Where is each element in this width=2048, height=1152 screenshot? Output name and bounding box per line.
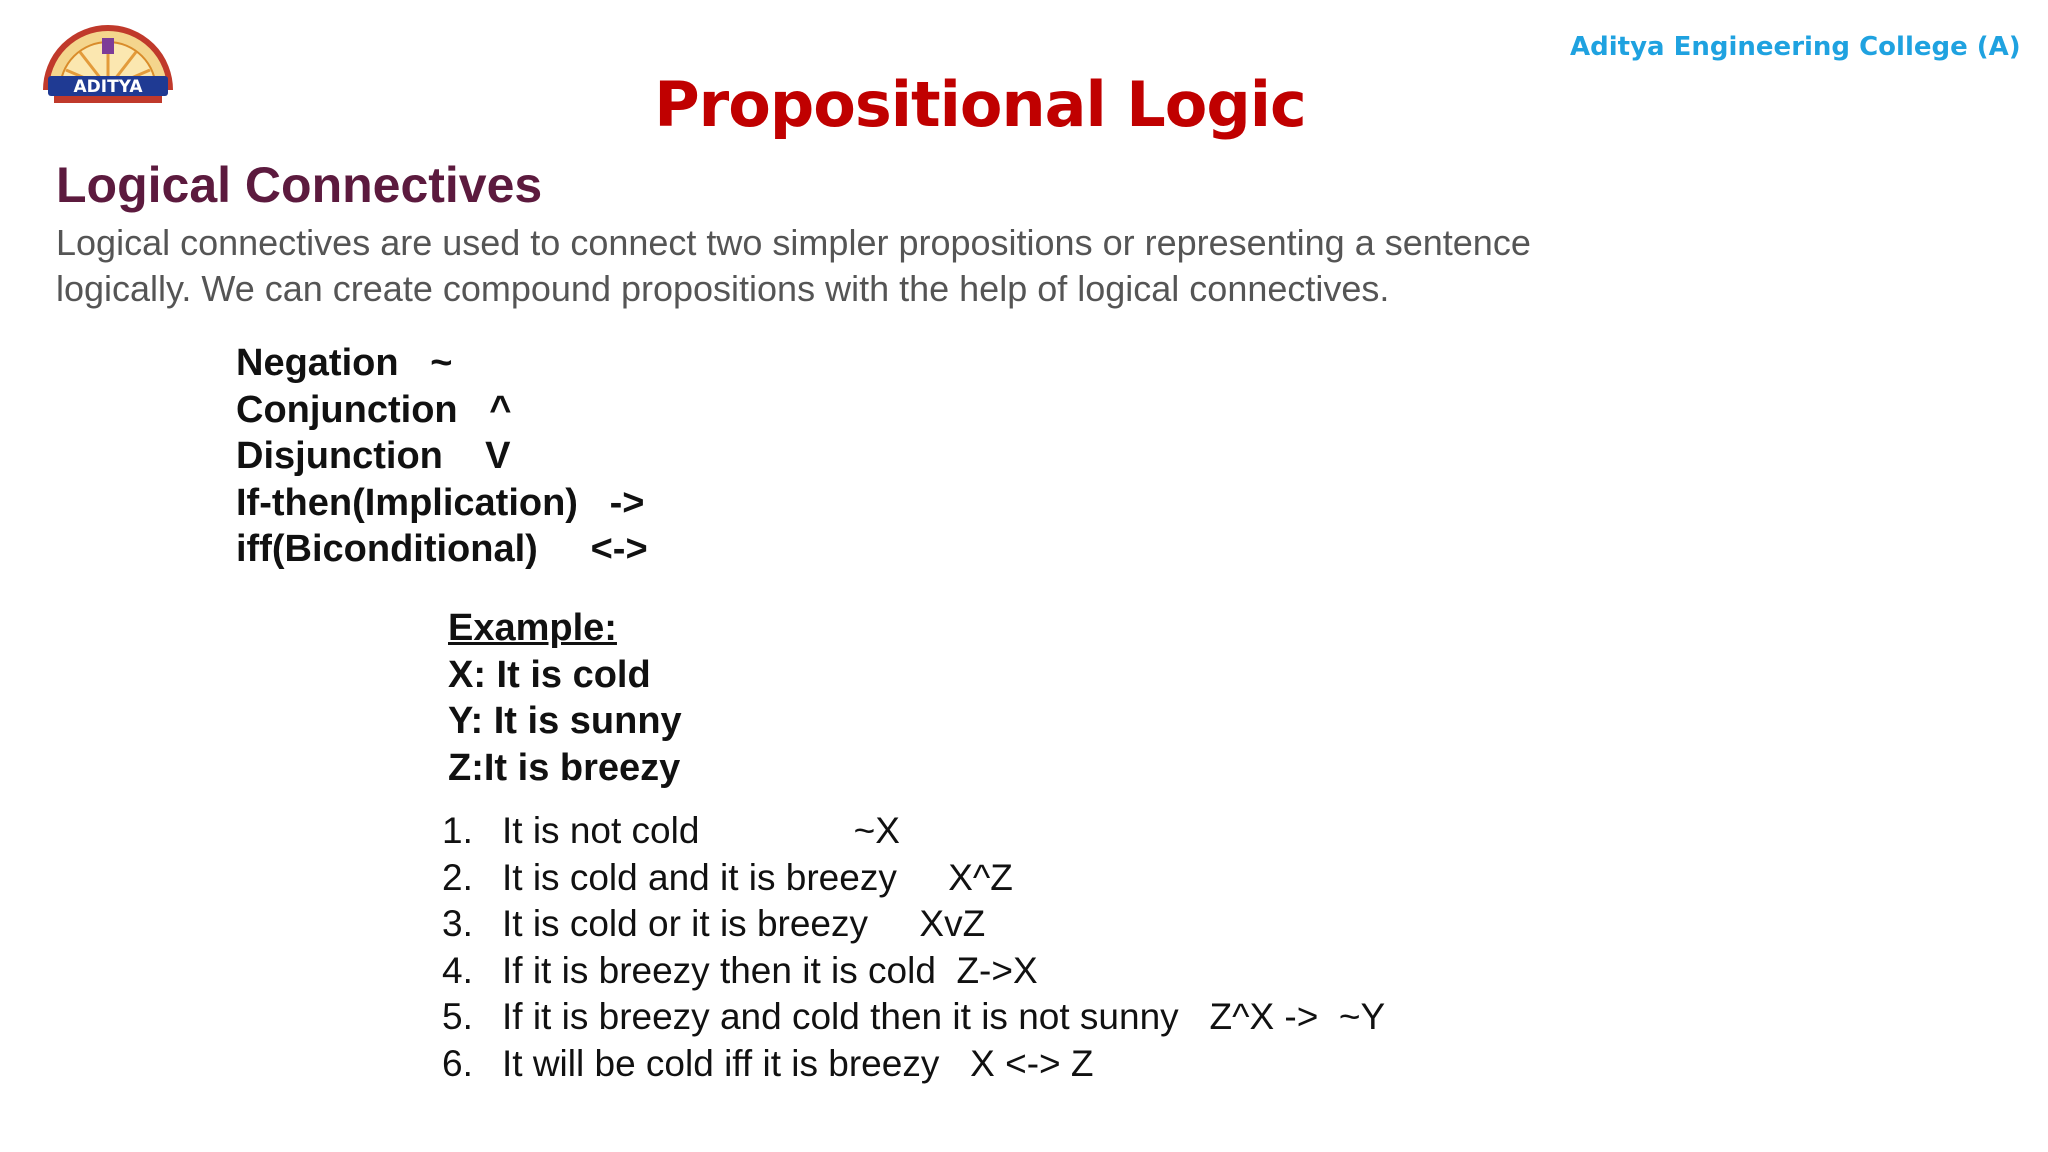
list-item	[442, 1041, 1385, 1088]
list-item	[442, 994, 1385, 1041]
list-item	[442, 855, 1385, 902]
intro-line: Logical connectives are used to connect two simpler propositions or representing a sentence	[56, 222, 1531, 263]
example-definition-y: Y: It is sunny	[448, 700, 682, 742]
list-item-text: It is cold or it is breezy XvZ	[502, 903, 986, 944]
list-item	[442, 901, 1385, 948]
connective-implication: If-then(Implication) ->	[236, 481, 645, 524]
list-item-text: If it is breezy and cold then it is not sunny Z^X -> ~Y	[502, 996, 1386, 1037]
list-item	[442, 948, 1385, 995]
example-definition-z: Z:It is breezy	[448, 746, 681, 789]
list-item-number: 5.	[442, 996, 473, 1037]
list-item-number: 4.	[442, 949, 473, 991]
intro-line: logically. We can create compound propositions with the help of logical connectives.	[56, 268, 1390, 309]
connective-disjunction: Disjunction V	[236, 435, 511, 477]
list-item-number: 6.	[442, 1042, 473, 1084]
logo-text: ADITYA	[73, 77, 143, 97]
page-title: Propositional Logic	[654, 68, 1306, 141]
connective-negation: Negation ~	[236, 342, 453, 384]
intro-paragraph	[56, 220, 1756, 312]
section-title: Logical Connectives	[56, 157, 543, 213]
college-name: Aditya Engineering College (A)	[1570, 32, 2021, 62]
list-item-number: 1.	[442, 810, 473, 851]
list-item-text: If it is breezy then it is cold Z->X	[502, 949, 1038, 991]
example-heading: Example:	[448, 607, 617, 649]
list-item	[442, 808, 1385, 855]
connective-biconditional: iff(Biconditional) <->	[236, 528, 648, 570]
connective-conjunction: Conjunction ^	[236, 388, 512, 431]
list-item-number: 2.	[442, 856, 473, 898]
example-definition-x: X: It is cold	[448, 653, 651, 696]
examples-list	[442, 808, 1385, 1087]
list-item-text: It is not cold ~X	[502, 810, 900, 851]
list-item-number: 3.	[442, 903, 473, 944]
list-item-text: It will be cold iff it is breezy X <-> Z	[502, 1042, 1094, 1084]
example-block	[448, 605, 682, 791]
connectives-list	[236, 340, 648, 573]
list-item-text: It is cold and it is breezy X^Z	[502, 856, 1013, 898]
